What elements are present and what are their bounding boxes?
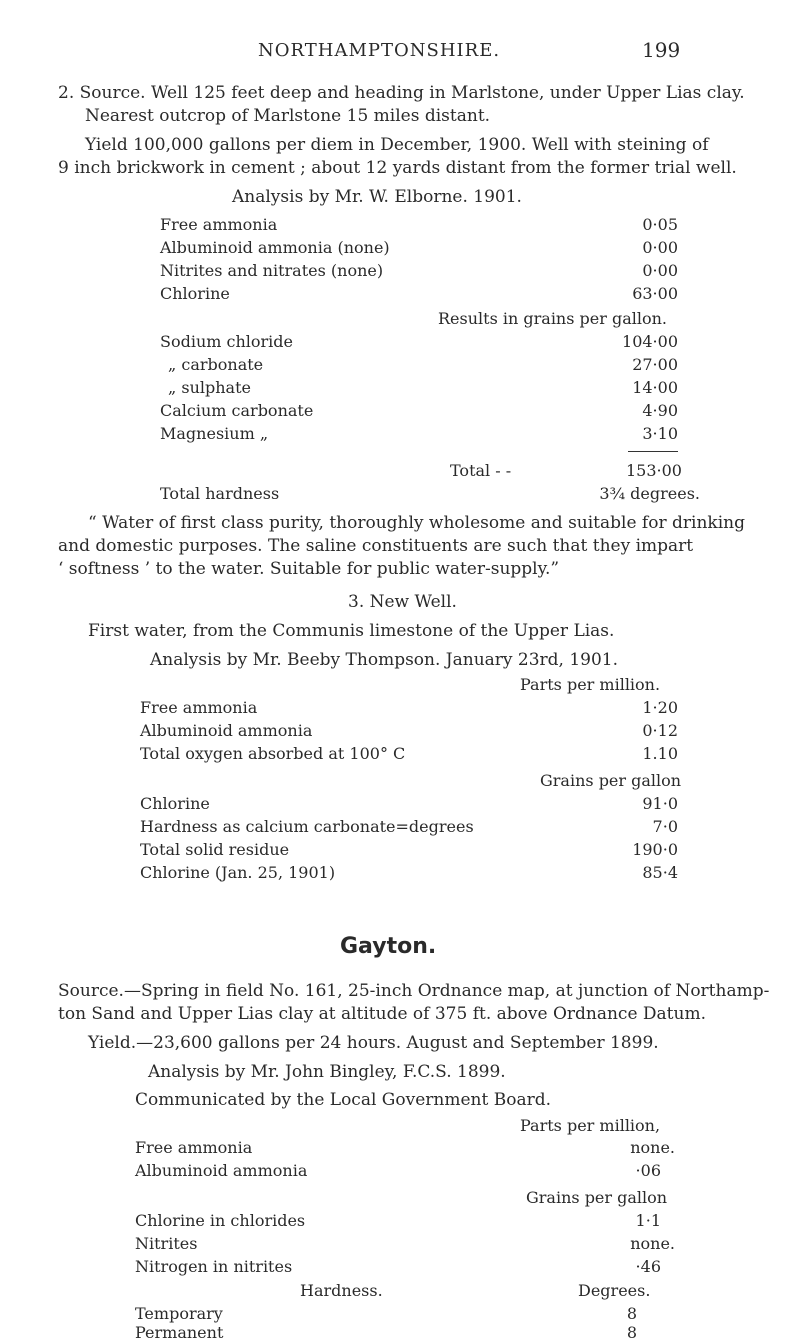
table-row (140, 793, 680, 815)
row-value: 0·00 (642, 238, 678, 257)
well3-heading: 3. New Well. (348, 592, 457, 612)
row-label: Total oxygen absorbed at 100° C (140, 744, 406, 763)
row-label: Chlorine in chlorides (135, 1211, 306, 1230)
well3-first-water: First water, from the Communis limestone of the Upper Lias. (88, 621, 615, 641)
row-label: Free ammonia (135, 1138, 253, 1157)
well2-source-line2: Nearest outcrop of Marlstone 15 miles distant. (85, 106, 491, 126)
table-row (135, 1256, 675, 1278)
row-value: 14·00 (632, 378, 678, 397)
gayton-hardness-heading: Hardness. (300, 1281, 383, 1300)
table-row (140, 816, 680, 838)
row-value: 7·0 (652, 817, 678, 836)
row-value: 27·00 (632, 355, 678, 374)
well3-ppm-heading: Parts per million. (520, 675, 661, 694)
table-row (135, 1137, 675, 1159)
table-row (135, 1233, 675, 1255)
row-value: 1.10 (642, 744, 678, 763)
row-value: 190·0 (632, 840, 678, 859)
well2-quote-line2: and domestic purposes. The saline constituents are such that they impart (58, 536, 694, 556)
well2-hardness-row (160, 483, 700, 505)
row-label: Nitrites (135, 1234, 198, 1253)
gayton-analysis-heading: Analysis by Mr. John Bingley, F.C.S. 1899. (148, 1062, 506, 1082)
row-label: Chlorine (Jan. 25, 1901) (140, 863, 336, 882)
row-value: none. (630, 1138, 675, 1157)
table-row (160, 377, 700, 399)
row-value: 104·00 (622, 332, 678, 351)
row-value: ·46 (635, 1257, 661, 1276)
table-row (160, 237, 700, 259)
row-value: 85·4 (642, 863, 678, 882)
page-number: 199 (642, 38, 681, 62)
row-label: Magnesium „ (160, 424, 269, 443)
row-label: Hardness as calcium carbonate=degrees (140, 817, 474, 836)
row-value: 1·20 (642, 698, 678, 717)
well2-results-heading: Results in grains per gallon. (438, 309, 668, 328)
table-row (135, 1322, 675, 1344)
table-row (135, 1160, 675, 1182)
table-row (160, 283, 700, 305)
well2-yield-line1: Yield 100,000 gallons per diem in December, 1900. Well with steining of (85, 135, 709, 155)
row-value: 4·90 (642, 401, 678, 420)
row-label: Free ammonia (140, 698, 258, 717)
table-row (160, 354, 700, 376)
row-value: 0·00 (642, 261, 678, 280)
total-rule (628, 451, 678, 452)
row-value: 3·10 (642, 424, 678, 443)
table-row (140, 839, 680, 861)
row-value: 8 (626, 1304, 637, 1323)
gayton-title: Gayton. (340, 934, 437, 959)
row-label: Sodium chloride (160, 332, 294, 351)
running-title: NORTHAMPTONSHIRE. (258, 40, 501, 61)
table-row (160, 400, 700, 422)
well3-analysis-heading: Analysis by Mr. Beeby Thompson. January 23rd, 1901. (150, 650, 619, 670)
table-row (140, 697, 680, 719)
row-value: 63·00 (632, 284, 678, 303)
well2-total-label: Total - - (450, 461, 512, 480)
well3-gpg-heading: Grains per gallon (540, 771, 682, 790)
row-value: 3¾ degrees. (599, 484, 700, 503)
well2-quote-line1: “ Water of first class purity, thoroughly wholesome and suitable for drinking (88, 513, 745, 533)
row-value: 0·12 (642, 721, 678, 740)
table-row (160, 423, 700, 445)
gayton-ppm-heading: Parts per million, (520, 1116, 661, 1135)
row-label: Chlorine (160, 284, 230, 303)
row-value: 0·05 (642, 215, 678, 234)
row-label: Calcium carbonate (160, 401, 314, 420)
row-label: „ sulphate (168, 378, 251, 397)
row-value: none. (630, 1234, 675, 1253)
table-row (140, 720, 680, 742)
row-value: ·06 (635, 1161, 661, 1180)
gayton-degrees-heading: Degrees. (578, 1281, 651, 1300)
table-row (160, 331, 700, 353)
row-value: 8 (626, 1323, 637, 1342)
table-row (160, 260, 700, 282)
gayton-gpg-heading: Grains per gallon (526, 1188, 668, 1207)
well2-yield-line2: 9 inch brickwork in cement ; about 12 yards distant from the former trial well. (58, 158, 737, 178)
row-label: Albuminoid ammonia (140, 721, 313, 740)
row-label: Nitrogen in nitrites (135, 1257, 293, 1276)
well2-quote-line3: ‘ softness ’ to the water. Suitable for public water-supply.” (58, 559, 560, 579)
row-label: Albuminoid ammonia (none) (160, 238, 390, 257)
row-label: Total solid residue (140, 840, 290, 859)
well2-analysis-heading: Analysis by Mr. W. Elborne. 1901. (232, 187, 522, 207)
table-row (135, 1210, 675, 1232)
gayton-source-line2: ton Sand and Upper Lias clay at altitude of 375 ft. above Ordnance Datum. (58, 1004, 706, 1024)
row-label: Nitrites and nitrates (none) (160, 261, 384, 280)
row-label: Albuminoid ammonia (135, 1161, 308, 1180)
row-value: 91·0 (642, 794, 678, 813)
row-label: Total hardness (160, 484, 280, 503)
row-label: Free ammonia (160, 215, 278, 234)
gayton-source-line1: Source.—Spring in field No. 161, 25-inch Ordnance map, at junction of Northamp- (58, 981, 770, 1001)
well2-total-value: 153·00 (626, 461, 682, 480)
row-label: Chlorine (140, 794, 210, 813)
row-label: Temporary (135, 1304, 223, 1323)
row-label: Permanent (135, 1323, 224, 1342)
row-value: 1·1 (635, 1211, 661, 1230)
table-row (160, 214, 700, 236)
table-row (140, 862, 680, 884)
row-label: „ carbonate (168, 355, 264, 374)
gayton-communicated: Communicated by the Local Government Board. (135, 1090, 552, 1110)
well2-source-line1: 2. Source. Well 125 feet deep and heading in Marlstone, under Upper Lias clay. (58, 83, 745, 103)
gayton-yield: Yield.—23,600 gallons per 24 hours. August and September 1899. (88, 1033, 659, 1053)
table-row (140, 743, 680, 765)
